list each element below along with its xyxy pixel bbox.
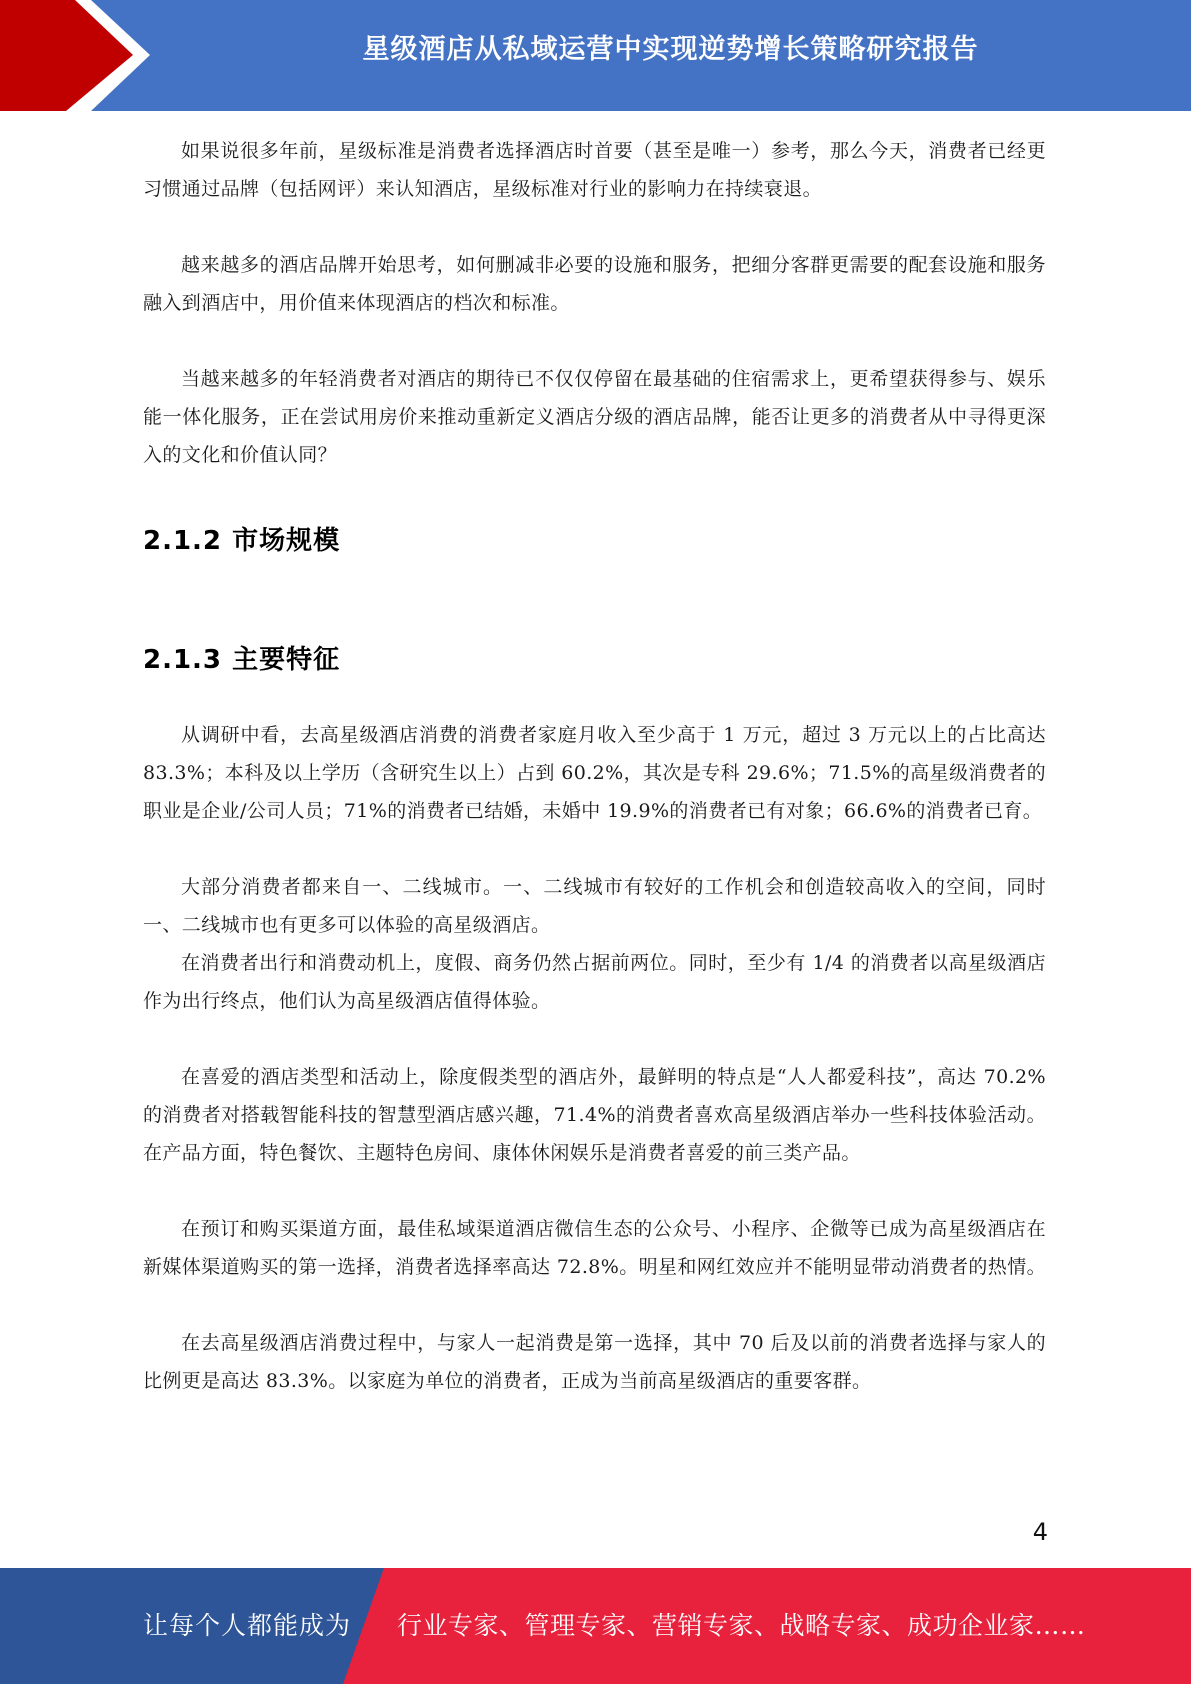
features-paragraph-1: 从调研中看，去高星级酒店消费的消费者家庭月收入至少高于 1 万元，超过 3 万元以上的占比高达 83.3%；本科及以上学历（含研究生以上）占到 60.2%，其次是专科 29.6%；71.5%的高星级消费者的职业是企业/公司人员；71%的消费者已结婚，未婚中 19.9%的消费者已有对象；66.6%的消费者已育。 (143, 724, 1046, 822)
features-paragraph-5: 在预订和购买渠道方面，最佳私域渠道酒店微信生态的公众号、小程序、企微等已成为高星级酒店在新媒体渠道购买的第一选择，消费者选择率高达 72.8%。明星和网红效应并不能明显带动消费者的热情。 (143, 1218, 1047, 1278)
features-paragraph-2: 大部分消费者都来自一、二线城市。一、二线城市有较好的工作机会和创造较高收入的空间，同时一、二线城市也有更多可以体验的高星级酒店。 (143, 876, 1046, 936)
footer-slogan-left: 让每个人都能成为 (143, 1611, 352, 1640)
intro-paragraph-3: 当越来越多的年轻消费者对酒店的期待已不仅仅停留在最基础的住宿需求上，更希望获得参与、娱乐能一体化服务，正在尝试用房价来推动重新定义酒店分级的酒店品牌，能否让更多的消费者从中寻得更深入的文化和价值认同？ (143, 368, 1046, 466)
features-paragraph-4: 在喜爱的酒店类型和活动上，除度假类型的酒店外，最鲜明的特点是“人人都爱科技”，高达 70.2%的消费者对搭载智能科技的智慧型酒店感兴趣，71.4%的消费者喜欢高星级酒店举办一些科技体验活动。在产品方面，特色餐饮、主题特色房间、康体休闲娱乐是消费者喜爱的前三类产品。 (143, 1066, 1046, 1164)
report-title: 星级酒店从私域运营中实现逆势增长策略研究报告 (362, 34, 979, 65)
section-heading-main-features: 2.1.3 主要特征 (143, 645, 341, 675)
header-chevron-icon (0, 0, 160, 111)
page-header (0, 0, 1191, 111)
footer-slogan-right: 行业专家、管理专家、营销专家、战略专家、成功企业家…… (397, 1611, 1086, 1640)
features-paragraph-6: 在去高星级酒店消费过程中，与家人一起消费是第一选择，其中 70 后及以前的消费者选择与家人的比例更是高达 83.3%。以家庭为单位的消费者，正成为当前高星级酒店的重要客群。 (143, 1332, 1046, 1392)
page-footer (0, 1568, 1191, 1684)
page-content (143, 132, 1046, 1400)
features-paragraph-3: 在消费者出行和消费动机上，度假、商务仍然占据前两位。同时，至少有 1/4 的消费者以高星级酒店作为出行终点，他们认为高星级酒店值得体验。 (143, 952, 1046, 1012)
intro-paragraph-2: 越来越多的酒店品牌开始思考，如何删减非必要的设施和服务，把细分客群更需要的配套设施和服务融入到酒店中，用价值来体现酒店的档次和标准。 (143, 254, 1046, 314)
page-number: 4 (1032, 1518, 1048, 1546)
intro-paragraph-1: 如果说很多年前，星级标准是消费者选择酒店时首要（甚至是唯一）参考，那么今天，消费者已经更习惯通过品牌（包括网评）来认知酒店，星级标准对行业的影响力在持续衰退。 (143, 140, 1046, 200)
section-heading-market-size: 2.1.2 市场规模 (143, 526, 341, 556)
